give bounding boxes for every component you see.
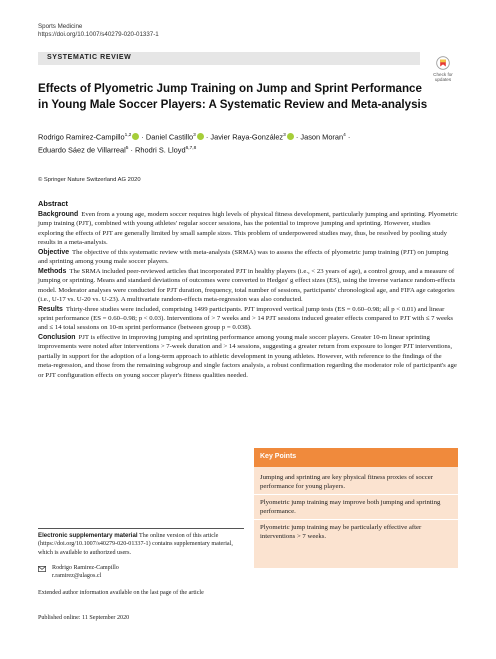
author-name[interactable]: Jason Moran (300, 132, 344, 142)
section-text-objective: The objective of this systematic review with meta-analysis (SRMA) was to assess the effects of plyometric jump training (PJT) on jumping and sprinting among young male soccer players. (38, 248, 449, 266)
author-separator: · (130, 145, 136, 155)
key-point-item: Jumping and sprinting are key physical fitness proxies of soccer performance for young players. (260, 474, 434, 491)
corresponding-email[interactable]: r.ramirez@ulagos.cl (52, 573, 102, 580)
author-affiliation: 3 (283, 133, 286, 138)
author-affiliation: 5 (125, 146, 129, 152)
author-name[interactable]: Rodrigo Ramirez-Campillo (38, 132, 125, 142)
author-affiliation: 6,7,8 (185, 146, 197, 152)
abstract-body (38, 210, 458, 380)
corresponding-author (38, 564, 244, 580)
envelope-icon (38, 566, 46, 572)
author-affiliation: 1,2 (124, 133, 132, 138)
key-point-divider (254, 519, 458, 520)
section-label-results: Results (38, 305, 63, 313)
section-text-methods: The SRMA included peer-reviewed articles that incorporated PJT in healthy players (i.e., < 23 years of age), a control group, and a measure of jumping or sprinting. Means and standard deviations of outcomes were converted to Hedges' g effect sizes (ES), using the inverse variance random-effects model. Moderator analyses were conducted for PJT duration, frequency, total number of sessions, participants' chronological age, and FIFA age categories (i.e., U-17 vs. U-20 vs. U-23). A multivariate random-effects meta-regression was also conducted. (38, 267, 456, 304)
section-label-background: Background (38, 211, 79, 218)
section-text-conclusion: PJT is effective in improving jumping and sprinting performance among young male soccer players. Greater 10-m linear sprinting improvements were noted after interventions > 7-week duration and > 14 sessions, suggesting a greater return from exposure to longer PJT interventions, partially in support for the adoption of a long-term approach to athletic development in young athletes. However, with reference to the findings of the meta-regression, and those from the remaining subgroup and single factors analysis, a robust confirmation regarding the moderator role of participant's age or PJT configuration effects on young soccer player's fitness qualities needed. (38, 333, 457, 379)
author-separator: · (205, 132, 211, 142)
abstract-objective (38, 248, 458, 267)
abstract-heading: Abstract (38, 199, 68, 208)
author-list (38, 130, 458, 156)
key-points-box (254, 448, 458, 568)
section-label-methods: Methods (38, 267, 67, 275)
journal-name: Sports Medicine (38, 23, 83, 30)
journal-header (38, 23, 159, 40)
check-updates-line2: updates (434, 77, 452, 82)
corresponding-name: Rodrigo Ramirez-Campillo (52, 565, 119, 571)
copyright-notice: © Springer Nature Switzerland AG 2020 (38, 177, 141, 183)
doi-link[interactable]: https://doi.org/10.1007/s40279-020-01337-1 (38, 31, 159, 39)
footnote-rule (38, 528, 244, 529)
author-name[interactable]: Rhodri S. Lloyd (135, 145, 186, 155)
author-name[interactable]: Daniel Castillo (145, 132, 194, 142)
abstract-results (38, 305, 458, 333)
section-label-bar (38, 52, 420, 65)
author-separator: · (295, 132, 301, 142)
supplementary-text: The online version of this article (https://doi.org/10.1007/s40279-020-01337-1) contains supplementary material, which is available to authorized users. (38, 533, 233, 556)
orcid-icon[interactable] (287, 133, 294, 140)
key-point-item: Plyometric jump training may be particularly effective after interventions > 7 weeks. (260, 524, 422, 541)
abstract-methods (38, 267, 458, 305)
check-updates-line1: Check for (433, 72, 453, 77)
author-name[interactable]: Eduardo Sáez de Villarreal (38, 145, 126, 155)
orcid-icon[interactable] (197, 133, 204, 140)
key-points-header (254, 448, 458, 467)
author-line-2 (38, 143, 458, 156)
section-text-background: Even from a young age, modern soccer requires high levels of physical fitness development, particularly jumping and sprinting. Plyometric jump training (PJT), combined with young athletes' regular soccer sessions, has the potential to improve jumping and sprinting. However, studies exploring the effects of PJT are generally limited by small sample sizes. This problem of underpowered studies may, thus, be resolved by pooling study results in a meta-analysis. (38, 211, 458, 247)
extended-author-info: Extended author information available on the last page of the article (38, 590, 204, 596)
author-separator: · (347, 132, 351, 142)
author-affiliation: 4 (343, 133, 346, 138)
section-text-results: Thirty-three studies were included, comprising 1499 participants. PJT improved vertical jump tests (ES = 0.60–0.98; all p < 0.01) and linear sprint performance (ES = 0.60–0.98; p < 0.03). Interventions of > 7 weeks and > 14 PJT sessions induced greater effects compared to PJT with ≤ 7 weeks and ≤ 14 total sessions on 10-m sprint performance (between group p = 0.038). (38, 305, 454, 332)
supplementary-note (38, 532, 244, 557)
title-line-1: Effects of Plyometric Jump Training on Jump and Sprint Performance (38, 82, 422, 95)
key-point-divider (254, 494, 458, 495)
check-updates-icon (436, 56, 450, 70)
key-point-item: Plyometric jump training may improve both jumping and sprinting performance. (260, 499, 441, 516)
paper-title (38, 81, 458, 113)
section-label-conclusion: Conclusion (38, 333, 76, 341)
published-date: Published online: 11 September 2020 (38, 615, 130, 621)
author-name[interactable]: Javier Raya-González (210, 132, 284, 142)
orcid-icon[interactable] (132, 133, 139, 140)
author-separator: · (141, 132, 146, 142)
key-points-heading: Key Points (260, 453, 297, 460)
section-label-objective: Objective (38, 248, 70, 256)
author-line-1 (38, 130, 458, 143)
title-line-2: in Young Male Soccer Players: A Systematic Review and Meta-analysis (38, 98, 428, 111)
abstract-conclusion (38, 333, 458, 380)
section-label: SYSTEMATIC REVIEW (47, 54, 132, 61)
abstract-background (38, 210, 458, 248)
supplementary-label: Electronic supplementary material (38, 532, 138, 539)
author-affiliation: 3 (193, 133, 196, 138)
